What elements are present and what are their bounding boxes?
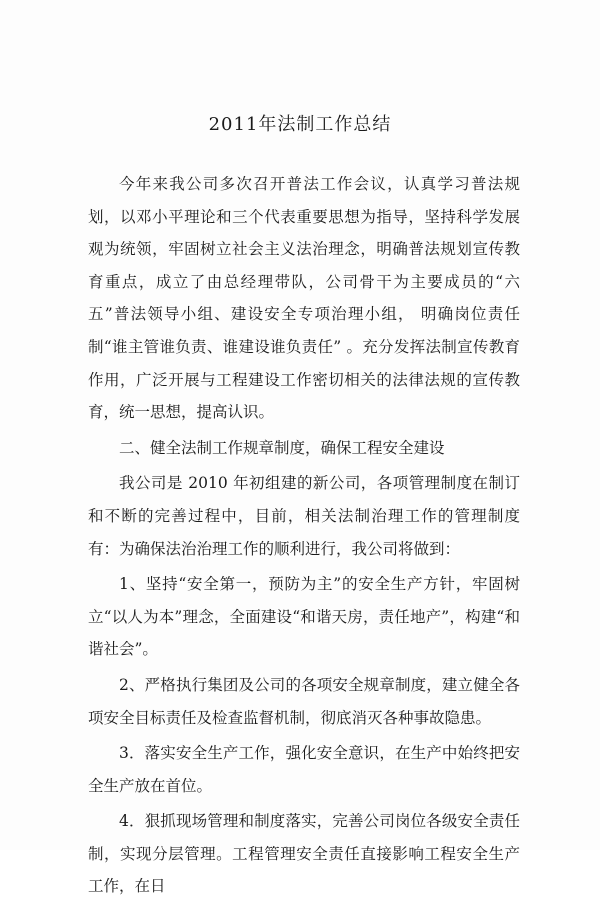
- document-title: 2011年法制工作总结: [208, 114, 392, 135]
- paragraph-section-heading: 二、健全法制工作规章制度，确保工程安全建设: [119, 438, 445, 457]
- paragraph-intro: 今年来我公司多次召开普法工作会议，认真学习普法规划，以邓小平理论和三个代表重要思想为指导，坚持科学发展观为统领，牢固树立社会主义法治理念，明确普法规划宣传教育重点，成立了由总经理带队，公司骨干为主要成员的“六五”普法领导小组、建设安全专项治理小组， 明确岗位责任制“谁主管谁负责、谁建设谁负责任” 。充分发挥法制宣传教育作用，广泛开展与工程建设工作密切相关的法律法规的宣传教育，统一思想，提高认识。: [88, 175, 520, 422]
- paragraph-item-2: 2、严格执行集团及公司的各项安全规章制度，建立健全各项安全目标责任及检查监督机制，彻底消灭各种事故隐患。: [88, 675, 520, 727]
- paragraph-item-3: 3．落实安全生产工作，强化安全意识，在生产中始终把安全生产放在首位。: [88, 744, 520, 795]
- paragraph-company-status: 我公司是 2010 年初组建的新公司，各项管理制度在制订和不断的完善过程中，目前，相关法制治理工作的管理制度有：为确保法治治理工作的顺利进行，我公司将做到：: [88, 474, 520, 558]
- document-body: [88, 168, 520, 903]
- paragraph-item-4: 4．狠抓现场管理和制度落实，完善公司岗位各级安全责任制，实现分层管理。工程管理安全责任直接影响工程安全生产工作，在日: [88, 812, 520, 896]
- paragraph-item-1: 1、坚持“安全第一，预防为主”的安全生产方针，牢固树立“以人为本”理念，全面建设“和谐天房，责任地产”，构建“和谐社会”。: [88, 575, 520, 659]
